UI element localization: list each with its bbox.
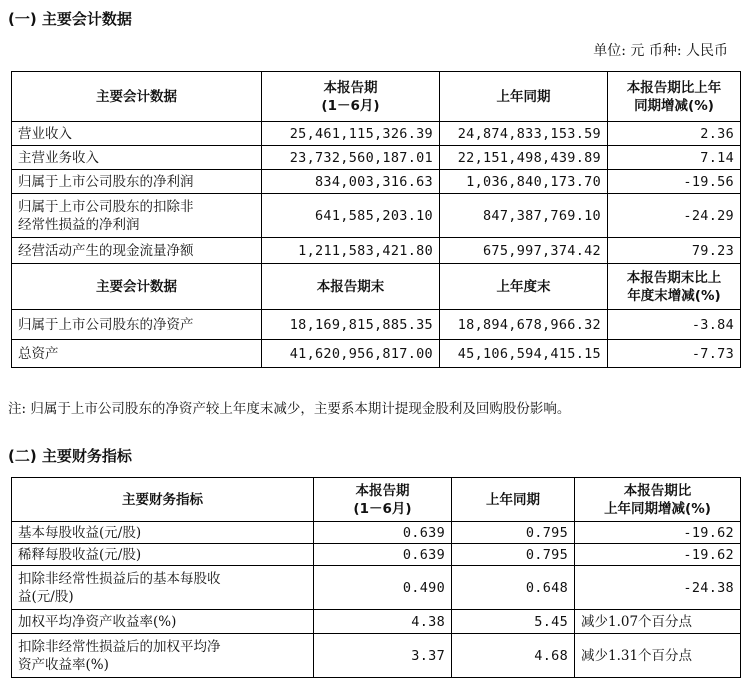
row-label-text: 扣除非经常性损益后的加权平均净 xyxy=(18,638,221,655)
current-value: 641,585,203.10 xyxy=(262,194,440,238)
row-label: 主营业务收入 xyxy=(12,146,262,170)
prior-value: 675,997,374.42 xyxy=(440,238,608,264)
table-row xyxy=(12,238,741,264)
current-value: 1,211,583,421.80 xyxy=(262,238,440,264)
table-row xyxy=(12,146,741,170)
header-text: (1－6月) xyxy=(353,500,412,517)
header-cell: 上年同期 xyxy=(440,72,608,122)
header-cell xyxy=(608,72,741,122)
change-value: 减少1.31个百分点 xyxy=(575,634,741,678)
row-label xyxy=(12,634,314,678)
main-financial-indicators-table xyxy=(11,477,741,678)
row-label-text: 经常性损益的净利润 xyxy=(18,216,140,233)
table-row xyxy=(12,310,741,340)
unit-currency-label: 单位: 元 币种: 人民币 xyxy=(593,43,728,59)
row-label: 归属于上市公司股东的净利润 xyxy=(12,170,262,194)
header-text: 本报告期 xyxy=(355,482,410,499)
prior-value: 24,874,833,153.59 xyxy=(440,122,608,146)
change-value: -19.56 xyxy=(608,170,741,194)
table-header-row xyxy=(12,72,741,122)
change-value: 7.14 xyxy=(608,146,741,170)
row-label xyxy=(12,194,262,238)
header-text: 本报告期比上年 xyxy=(626,79,722,96)
header-cell xyxy=(314,478,452,522)
footnote: 注: 归属于上市公司股东的净资产较上年度末减少，主要系本期计提现金股利及回购股份影响。 xyxy=(8,401,571,417)
section1-title: (一) 主要会计数据 xyxy=(8,10,132,28)
change-value: 2.36 xyxy=(608,122,741,146)
header-cell: 本报告期末 xyxy=(262,264,440,310)
header-cell: 主要会计数据 xyxy=(12,264,262,310)
header-text: 本报告期末比上 xyxy=(626,269,722,286)
prior-value: 1,036,840,173.70 xyxy=(440,170,608,194)
header-cell xyxy=(608,264,741,310)
row-label-text: 资产收益率(%) xyxy=(18,656,109,673)
row-label: 加权平均净资产收益率(%) xyxy=(12,610,314,634)
prior-value: 22,151,498,439.89 xyxy=(440,146,608,170)
table-row xyxy=(12,566,741,610)
header-text: 上年同期增减(%) xyxy=(604,500,711,517)
row-label: 营业收入 xyxy=(12,122,262,146)
table-row xyxy=(12,522,741,544)
header-text: 同期增减(%) xyxy=(634,97,714,114)
change-value: -7.73 xyxy=(608,340,741,368)
current-value: 23,732,560,187.01 xyxy=(262,146,440,170)
header-text: 年度末增减(%) xyxy=(627,287,721,304)
row-label-text: 益(元/股) xyxy=(18,588,74,605)
row-label: 归属于上市公司股东的净资产 xyxy=(12,310,262,340)
current-value: 18,169,815,885.35 xyxy=(262,310,440,340)
prior-value: 847,387,769.10 xyxy=(440,194,608,238)
table-row xyxy=(12,610,741,634)
header-cell xyxy=(262,72,440,122)
table-row xyxy=(12,340,741,368)
header-cell: 主要会计数据 xyxy=(12,72,262,122)
row-label-text: 扣除非经常性损益后的基本每股收 xyxy=(18,570,221,587)
header-cell: 主要财务指标 xyxy=(12,478,314,522)
prior-value: 0.648 xyxy=(452,566,575,610)
row-label-text: 归属于上市公司股东的扣除非 xyxy=(18,198,194,215)
row-label: 稀释每股收益(元/股) xyxy=(12,544,314,566)
table-row xyxy=(12,634,741,678)
change-value: -3.84 xyxy=(608,310,741,340)
current-value: 0.639 xyxy=(314,522,452,544)
table-row xyxy=(12,194,741,238)
current-value: 3.37 xyxy=(314,634,452,678)
row-label: 基本每股收益(元/股) xyxy=(12,522,314,544)
table-row xyxy=(12,544,741,566)
change-value: 减少1.07个百分点 xyxy=(575,610,741,634)
current-value: 4.38 xyxy=(314,610,452,634)
table-row xyxy=(12,122,741,146)
change-value: -24.29 xyxy=(608,194,741,238)
header-cell: 上年度末 xyxy=(440,264,608,310)
main-accounting-data-table xyxy=(11,71,741,368)
header-cell: 上年同期 xyxy=(452,478,575,522)
header-text: 本报告期比 xyxy=(623,482,692,499)
table-row xyxy=(12,170,741,194)
prior-value: 0.795 xyxy=(452,522,575,544)
change-value: 79.23 xyxy=(608,238,741,264)
current-value: 0.639 xyxy=(314,544,452,566)
section2-title: (二) 主要财务指标 xyxy=(8,447,132,465)
prior-value: 45,106,594,415.15 xyxy=(440,340,608,368)
current-value: 0.490 xyxy=(314,566,452,610)
header-text: (1－6月) xyxy=(321,97,380,114)
current-value: 25,461,115,326.39 xyxy=(262,122,440,146)
table-header-row xyxy=(12,478,741,522)
table-header-row xyxy=(12,264,741,310)
row-label xyxy=(12,566,314,610)
change-value: -19.62 xyxy=(575,544,741,566)
current-value: 834,003,316.63 xyxy=(262,170,440,194)
change-value: -19.62 xyxy=(575,522,741,544)
prior-value: 0.795 xyxy=(452,544,575,566)
prior-value: 18,894,678,966.32 xyxy=(440,310,608,340)
row-label: 经营活动产生的现金流量净额 xyxy=(12,238,262,264)
change-value: -24.38 xyxy=(575,566,741,610)
current-value: 41,620,956,817.00 xyxy=(262,340,440,368)
row-label: 总资产 xyxy=(12,340,262,368)
prior-value: 5.45 xyxy=(452,610,575,634)
header-text: 本报告期 xyxy=(323,79,378,96)
header-cell xyxy=(575,478,741,522)
prior-value: 4.68 xyxy=(452,634,575,678)
